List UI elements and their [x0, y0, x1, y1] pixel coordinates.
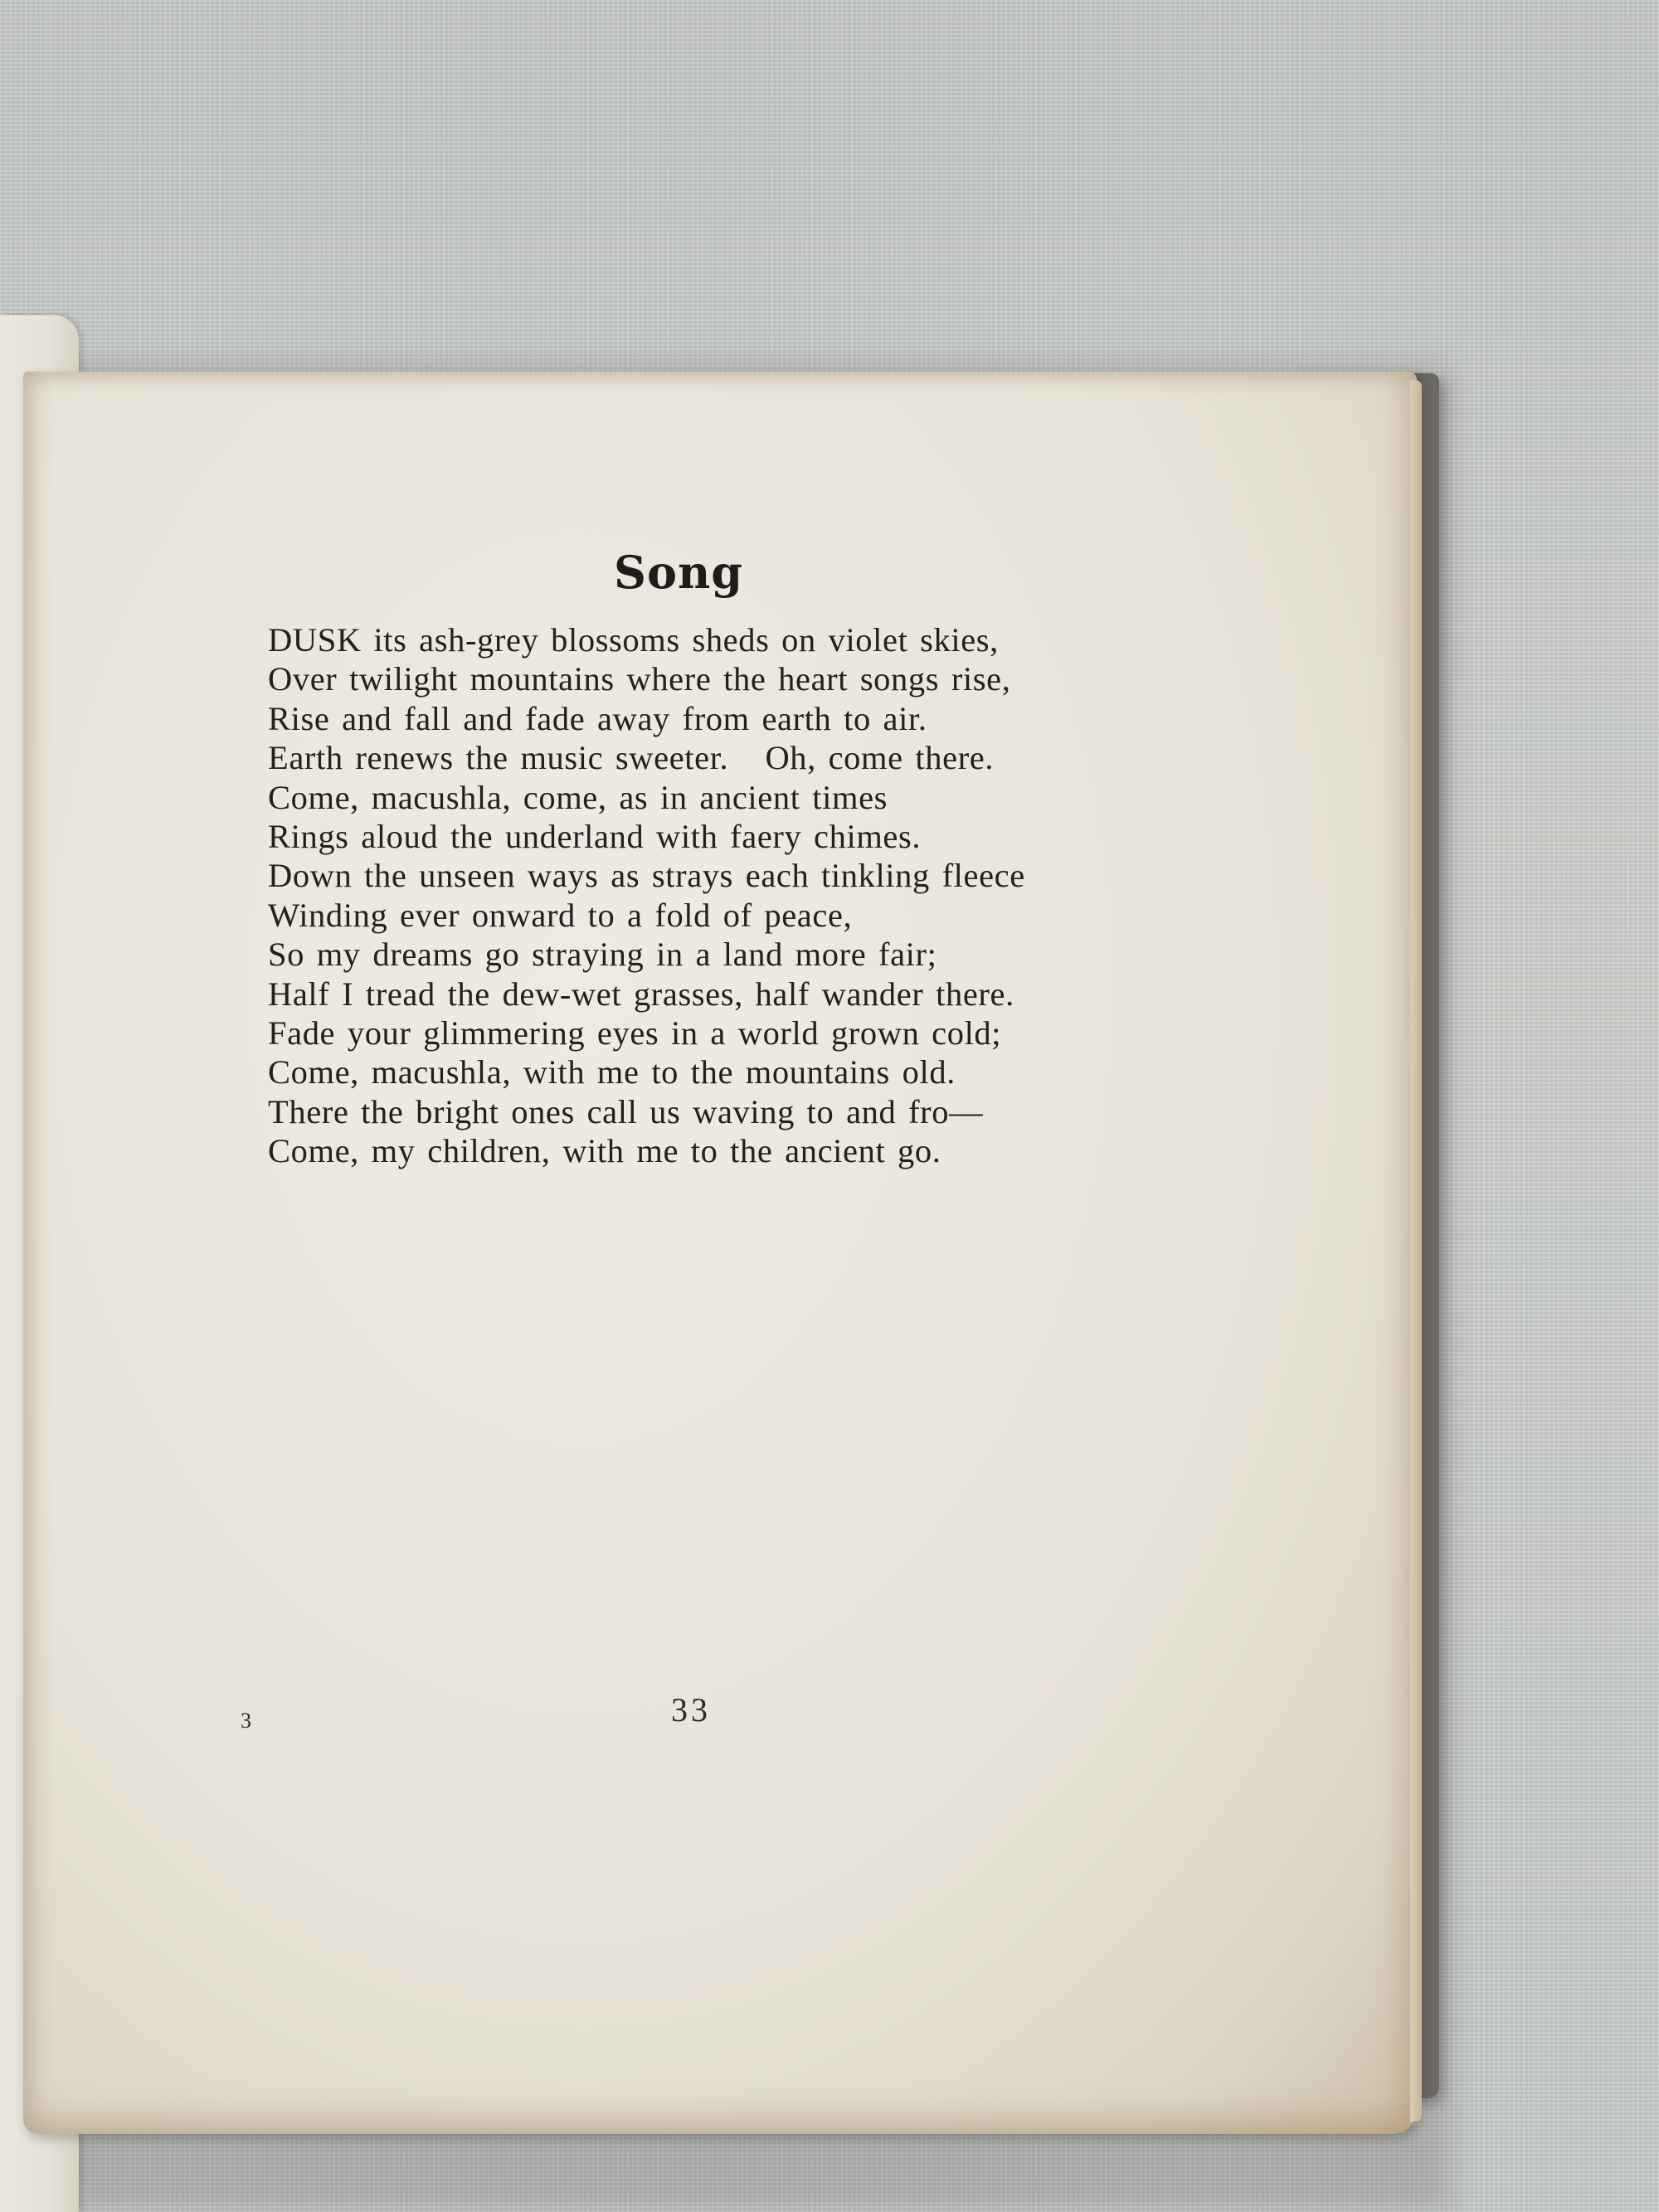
poem-line: Come, my children, with me to the ancient go. [268, 1132, 941, 1170]
signature-mark: 3 [241, 1709, 251, 1733]
poem-line: Half I tread the dew-wet grasses, half wander there. [268, 975, 1014, 1013]
poem-title: Song [613, 546, 744, 599]
poem-body [268, 620, 1180, 1171]
poem-line: Come, macushla, with me to the mountains old. [268, 1053, 956, 1091]
poem-line: Down the unseen ways as strays each tinkling fleece [268, 857, 1025, 895]
poem-line: Winding ever onward to a fold of peace, [268, 896, 853, 934]
poem-line: DUSK its ash-grey blossoms sheds on violet skies, [268, 621, 999, 659]
poem-line: Fade your glimmering eyes in a world grown cold; [268, 1014, 1002, 1053]
page-fore-edge [1410, 380, 1422, 2122]
poem-line: Rise and fall and fade away from earth to air. [268, 699, 927, 737]
poem-line: Rings aloud the underland with faery chimes. [268, 818, 922, 856]
poem-line: There the bright ones call us waving to and fro— [268, 1092, 984, 1130]
poem-line: Earth renews the music sweeter. Oh, come there. [268, 739, 995, 777]
page-number: 33 [671, 1691, 711, 1728]
book-page [23, 372, 1417, 2134]
poem-line: Come, macushla, come, as in ancient times [268, 778, 888, 816]
poem-line: Over twilight mountains where the heart songs rise, [268, 660, 1011, 698]
poem-line: So my dreams go straying in a land more fair; [268, 936, 937, 974]
